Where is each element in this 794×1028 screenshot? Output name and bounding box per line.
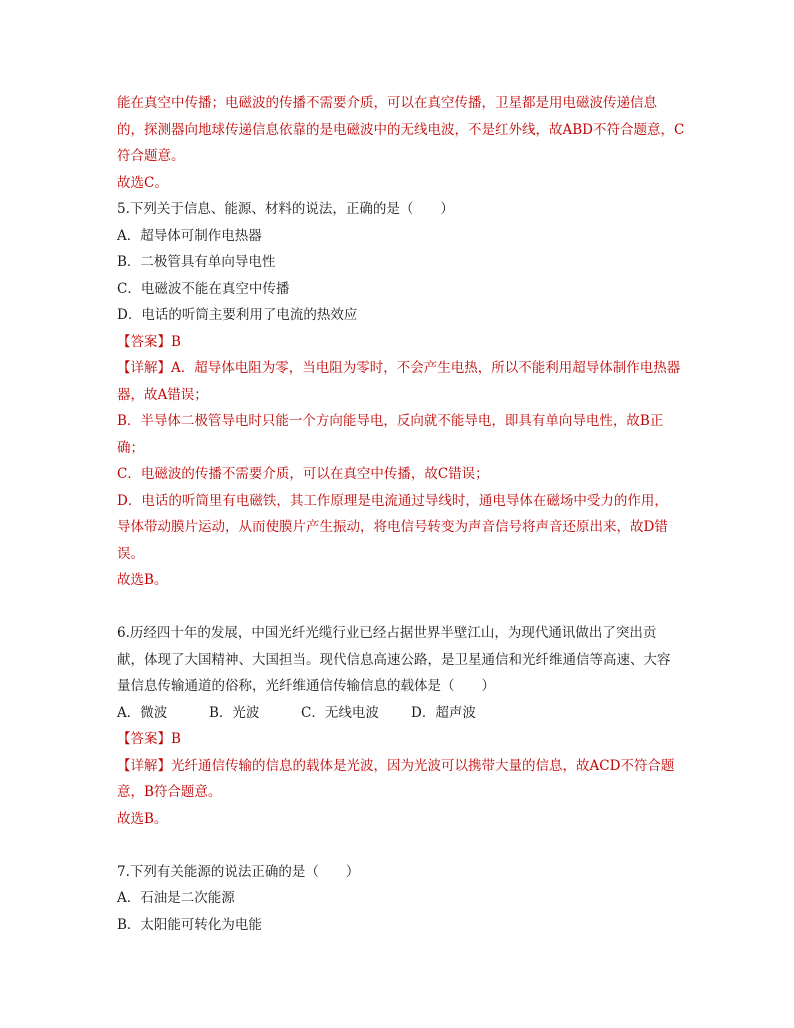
detail-line: 导体带动膜片运动，从而使膜片产生振动，将电信号转变为声音信号将声音还原出来，故D错 xyxy=(117,519,668,535)
option-b: B．太阳能可转化为电能 xyxy=(117,916,262,933)
answer-line: 【答案】B xyxy=(117,731,181,747)
option-b: B．光波 xyxy=(209,704,260,721)
option-a: A．微波 xyxy=(117,704,168,721)
option-d: D．电话的听筒主要利用了电流的热效应 xyxy=(117,307,358,323)
question-stem: 5.下列关于信息、能源、材料的说法，正确的是（ ） xyxy=(117,201,454,217)
option-a: A．石油是二次能源 xyxy=(117,890,235,906)
option-c: C．无线电波 xyxy=(301,704,379,721)
detail-text: A．超导体电阻为零，当电阻为零时，不会产生电热，所以不能利用超导体制作电热器 xyxy=(171,360,681,376)
detail-line: 器，故A错误； xyxy=(117,386,208,403)
document-page xyxy=(117,90,687,938)
question-stem: 6.历经四十年的发展，中国光纤光缆行业已经占据世界半壁江山，为现代通讯做出了突出贡 xyxy=(117,625,657,641)
conclusion-line: 故选B。 xyxy=(117,572,168,588)
explanation-line: 的，探测器向地球传递信息依靠的是电磁波中的无线电波，不是红外线，故ABD不符合题意，C xyxy=(117,121,685,138)
detail-line: C．电磁波的传播不需要介质，可以在真空中传播，故C错误； xyxy=(117,466,489,482)
detail-line: 确； xyxy=(117,439,144,456)
question-7 xyxy=(117,859,687,939)
detail-tag: 【详解】 xyxy=(117,360,171,376)
option-a: A．超导体可制作电热器 xyxy=(117,227,262,244)
question-stem: 7.下列有关能源的说法正确的是（ ） xyxy=(117,863,360,880)
option-d: D．超声波 xyxy=(411,704,476,721)
question-stem: 量信息传输通道的俗称，光纤维通信传输信息的载体是（ ） xyxy=(117,678,495,694)
answer-line: 【答案】B xyxy=(117,333,181,350)
detail-line xyxy=(117,355,687,382)
prev-explanation xyxy=(117,90,687,196)
spacer xyxy=(117,832,687,859)
spacer xyxy=(117,594,687,621)
explanation-line: 能在真空中传播；电磁波的传播不需要介质，可以在真空传播，卫星都是用电磁波传递信息 xyxy=(117,95,657,111)
detail-line: B．半导体二极管导电时只能一个方向能导电，反向就不能导电，即具有单向导电性，故B正 xyxy=(117,413,664,429)
conclusion-line: 故选B。 xyxy=(117,810,168,827)
question-5 xyxy=(117,196,687,594)
option-c: C．电磁波不能在真空中传播 xyxy=(117,280,290,297)
detail-line xyxy=(117,753,687,780)
detail-line: 误。 xyxy=(117,545,144,562)
detail-line: 意，B符合题意。 xyxy=(117,784,222,800)
conclusion-line: 故选C。 xyxy=(117,174,168,191)
options-row xyxy=(117,700,687,727)
detail-line: D．电话的听筒里有电磁铁，其工作原理是电流通过导线时，通电导体在磁场中受力的作用， xyxy=(117,492,668,509)
detail-tag: 【详解】 xyxy=(117,757,171,774)
question-6 xyxy=(117,620,687,832)
option-b: B．二极管具有单向导电性 xyxy=(117,254,276,270)
question-stem: 献，体现了大国精神、大国担当。现代信息高速公路，是卫星通信和光纤维通信等高速、大容 xyxy=(117,651,671,668)
detail-text: 光纤通信传输的信息的载体是光波，因为光波可以携带大量的信息，故ACD不符合题 xyxy=(171,757,675,774)
explanation-line: 符合题意。 xyxy=(117,148,185,164)
